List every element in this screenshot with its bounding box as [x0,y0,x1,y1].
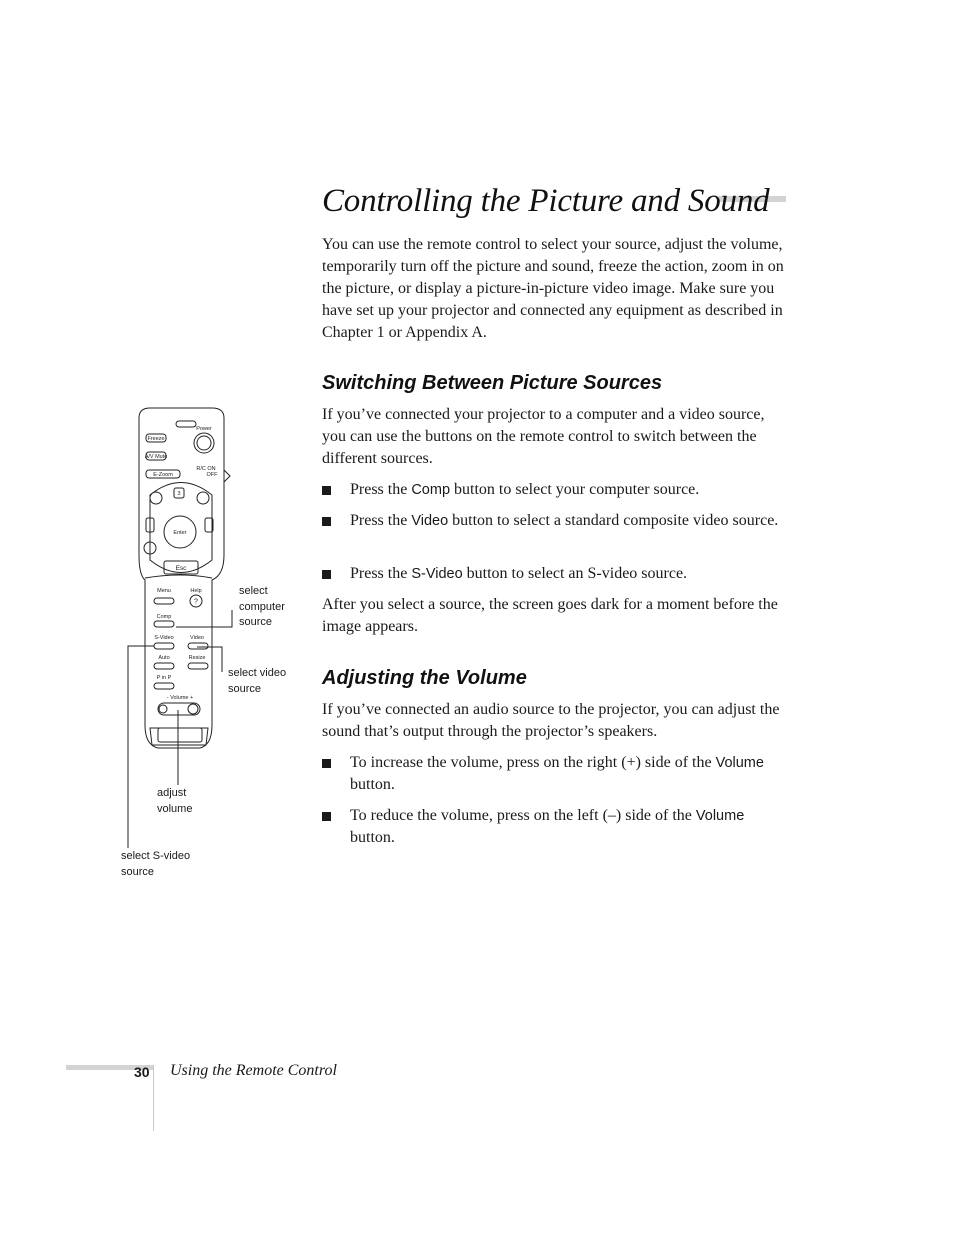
callout-adjust-volume: adjust volume [157,787,193,815]
bullet-text: Press the Comp button to select your computer source. [350,481,700,498]
remote-label-help: Help [190,588,202,594]
remote-label-esc: Esc [175,565,187,572]
bullet-square [322,517,331,526]
remote-label-auto: Auto [158,655,170,661]
remote-label-nav-digit: 3 [177,491,181,497]
switching-intro: If you’ve connected your projector to a computer and a video source, you can use the buttons on the remote control to switch between the different sources. [322,406,765,467]
callout-select-computer-source: select computer source [239,585,285,628]
callout-select-s-video-source: select S-video source [121,850,191,878]
remote-label-comp: Comp [156,614,172,620]
bullet-square [322,759,331,768]
switching-after: After you select a source, the screen goes dark for a moment before the image appears. [322,596,778,635]
bullet-square [322,812,331,821]
remote-label-video: Video [190,635,204,641]
remote-label-resize: Resize [188,655,206,661]
bullet-square [322,570,331,579]
remote-label-e-zoom: E-Zoom [153,472,173,478]
button-name-volume: Volume [695,808,745,824]
button-name-s-video: S-Video [411,566,463,582]
volume-heading: Adjusting the Volume [322,667,527,689]
bullet-text: Press the S-Video button to select an S-video source. [350,565,688,582]
bullet-text: To increase the volume, press on the right (+) side of the Volume button. [350,754,764,793]
intro-paragraph: You can use the remote control to select your source, adjust the volume, temporarily turn off the picture and sound, freeze the action, zoom in on the picture, or display a picture-in-picture video image. Make sure you have set up your projector and connected any equipment as described in Chapter 1 or Appendix A. [322,236,784,341]
bullet-s-video [322,563,792,585]
question-mark-icon: ? [194,598,198,606]
remote-label-p-in-p: P in P [156,675,172,681]
callout-select-video-source: select video source [228,667,287,695]
remote-label-s-video: S-Video [154,635,174,641]
bullet-text: To reduce the volume, press on the left (–) side of the Volume button. [350,807,745,846]
bullet-video [322,510,792,532]
callout-leader-lines [120,600,250,860]
remote-label-menu: Menu [157,588,171,594]
button-name-comp: Comp [411,482,451,498]
remote-label-power: Power [196,426,212,432]
remote-label-rc-on: R/C ON [196,466,216,472]
bullet-comp [322,479,792,501]
page-title: Controlling the Picture and Sound [322,183,770,219]
running-title: Using the Remote Control [170,1062,337,1079]
remote-label-freeze: Freeze [147,436,165,442]
bullet-text: Press the Video button to select a standard composite video source. [350,512,779,529]
remote-label-av-mute: A/V Mute [144,454,168,460]
button-name-volume: Volume [715,755,764,771]
volume-intro: If you’ve connected an audio source to the projector, you can adjust the sound that’s output through the projector’s speakers. [322,701,780,740]
bullet-volume-down [322,805,792,849]
footer-divider [153,1065,154,1131]
page-number: 30 [134,1064,150,1080]
switching-heading: Switching Between Picture Sources [322,372,663,394]
button-name-video: Video [411,513,449,529]
bullet-square [322,486,331,495]
remote-label-rc-off: OFF [206,472,218,478]
remote-label-volume: - Volume + [166,695,194,701]
bullet-volume-up [322,752,792,796]
remote-label-enter: Enter [173,530,187,536]
